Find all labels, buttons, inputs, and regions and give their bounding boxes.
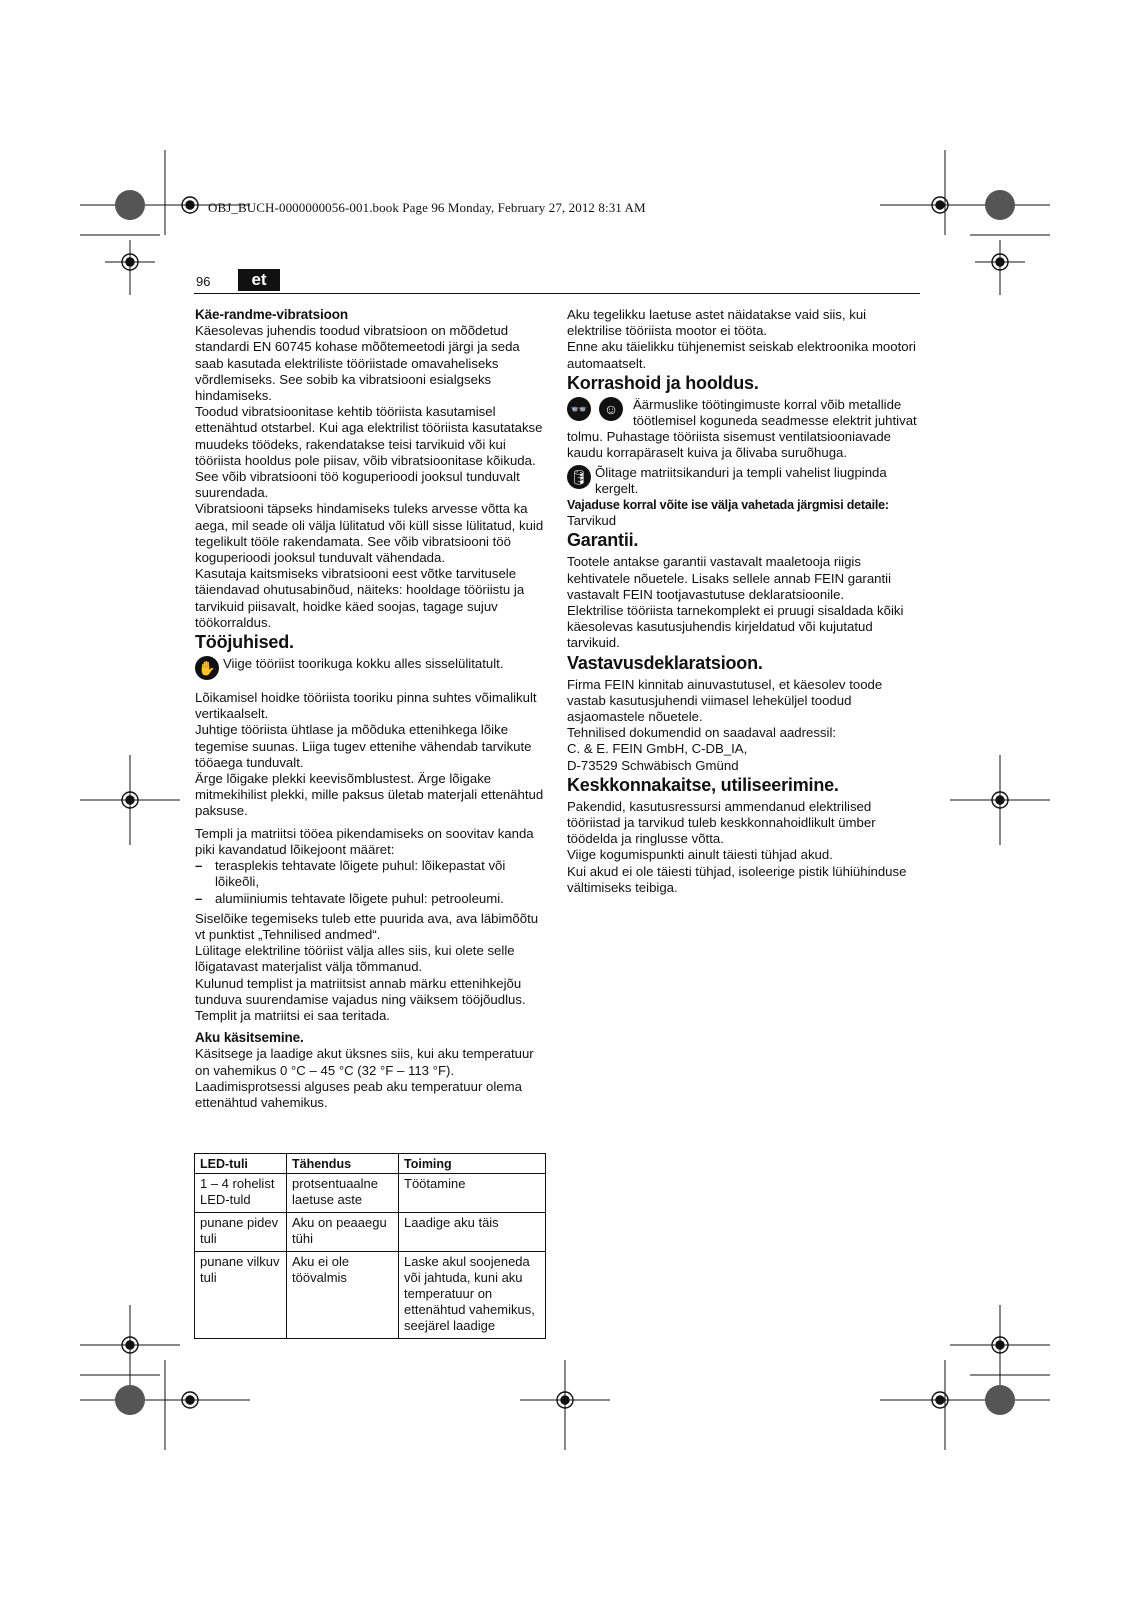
respirator-icon: ☺ xyxy=(599,397,623,421)
declaration-paragraph-2: Tehnilised dokumendid on saadaval aadressil: xyxy=(567,725,837,741)
glove-icon: ✋ xyxy=(195,656,219,680)
table-row xyxy=(195,1252,546,1339)
work-paragraph-3: Ärge lõigake plekki keevisõmblustest. Ärge lõigake mitmekihilist plekki, mille paksus ületab materjali ettenähtud paksuse. xyxy=(195,771,544,819)
warranty-heading: Garantii. xyxy=(567,530,639,551)
environment-paragraph-3: Kui akud ei ole täiesti tühjad, isoleerige pistik lühiühinduse vältimiseks teibiga. xyxy=(567,863,907,895)
lubricant-list xyxy=(195,858,547,907)
vibration-paragraph-3: Vibratsiooni täpseks hindamiseks tuleks arvesse võtta ka aega, mil seade oli välja lülitatud või küll sisse lülitatud, kuid tegelikult tööle rakendamata. See võib vibratsiooni töö koguperioodi jooksul tunduvalt vähendada. xyxy=(195,501,544,566)
column-header: LED-tuli xyxy=(195,1154,287,1174)
work-icon-text: Viige tööriist toorikuga kokku alles sisselülitatult. xyxy=(223,656,504,672)
work-paragraph-1: Lõikamisel hoidke tööriista tooriku pinna suhtes võimalikult vertikaalselt. xyxy=(195,690,537,722)
table-cell: Aku ei ole töövalmis xyxy=(287,1252,399,1339)
right-column xyxy=(567,307,923,896)
replaceable-parts-item: Tarvikud xyxy=(567,513,617,529)
declaration-heading: Vastavusdeklaratsioon. xyxy=(567,652,763,673)
work-heading: Tööjuhised. xyxy=(195,632,294,653)
table-cell: Laadige aku täis xyxy=(399,1213,546,1252)
vibration-paragraph-4: Kasutaja kaitsmiseks vibratsiooni eest võtke tarvitusele täiendavad ohutusabinõud, näiteks: hooldage tööriistu ja tarvikuid piisavalt, hoidke käed soojas, tagage sujuv töökorraldus. xyxy=(195,566,525,630)
table-cell: 1 – 4 rohelist LED-tuld xyxy=(195,1174,287,1213)
left-column xyxy=(195,307,547,1111)
language-tab: et xyxy=(238,269,280,291)
list-item: – terasplekis tehtavate lõigete puhul: lõikepastat või lõikeõli, xyxy=(195,858,547,890)
battery-paragraph-3: Aku tegelikku laetuse astet näidatakse vaid siis, kui elektrilise tööriista mootor ei tööta. xyxy=(567,307,867,339)
table-cell: protsentuaalne laetuse aste xyxy=(287,1174,399,1213)
page-number: 96 xyxy=(196,274,211,289)
oil-can-icon: 🛢 xyxy=(567,465,591,489)
declaration-address-2: D-73529 Schwäbisch Gmünd xyxy=(567,757,739,773)
maintenance-warning xyxy=(567,397,923,462)
declaration-address-1: C. & E. FEIN GmbH, C-DB_IA, xyxy=(567,741,748,757)
work-paragraph-6: Lülitage elektriline tööriist välja alles siis, kui olete selle lõigatavast materjalist välja tõmmanud. xyxy=(195,943,515,975)
oil-icon-text: Õlitage matriitsikanduri ja templi vahelist liugpinda kergelt. xyxy=(595,464,887,496)
table-cell: punane vilkuv tuli xyxy=(195,1252,287,1339)
replaceable-parts-note: Vajaduse korral võite ise välja vahetada järgmisi detaile: xyxy=(567,498,889,513)
oil-instruction-row xyxy=(567,465,923,497)
environment-paragraph-2: Viige kogumispunkti ainult täiesti tühjad akud. xyxy=(567,847,833,863)
battery-paragraph-1: Käsitsege ja laadige akut üksnes siis, kui aku temperatuur on vahemikus 0 °C – 45 °C (32 °F – 113 °F). xyxy=(195,1046,534,1078)
led-table xyxy=(194,1153,546,1339)
battery-paragraph-2: Laadimisprotsessi alguses peab aku temperatuur olema ettenähtud vahemikus. xyxy=(195,1078,522,1110)
vibration-heading: Käe-randme-vibratsioon xyxy=(195,307,349,322)
table-row xyxy=(195,1174,546,1213)
list-item: – alumiiniumis tehtavate lõigete puhul: petrooleumi. xyxy=(195,891,547,907)
maintenance-icon-text: Äärmuslike töötingimuste korral võib metallide töötlemisel koguneda seadmesse elektrit juhtivat tolmu. Puhastage tööriista sisemust ventilatsiooniavade kaudu korrapäraselt kuiva ja õlivaba suruõhuga. xyxy=(567,396,917,461)
work-paragraph-2: Juhtige tööriista ühtlase ja mõõduka ettenihkega lõike tegemise suunas. Liiga tugev ettenihe vähendab tarvikute tööaega tunduvalt. xyxy=(195,722,532,770)
header-rule xyxy=(194,293,920,294)
maintenance-heading: Korrashoid ja hooldus. xyxy=(567,372,759,393)
table-header-row xyxy=(195,1154,546,1174)
table-cell: punane pidev tuli xyxy=(195,1213,287,1252)
column-header: Toiming xyxy=(399,1154,546,1174)
print-header: OBJ_BUCH-0000000056-001.book Page 96 Monday, February 27, 2012 8:31 AM xyxy=(208,200,646,215)
environment-paragraph-1: Pakendid, kasutusressursi ammendanud elektrilised tööriistad ja tarvikud tuleb keskkonnahoidlikult ümber töödelda ja ringlusse võtta. xyxy=(567,798,876,847)
vibration-paragraph-2: Toodud vibratsioonitase kehtib tööriista kasutamisel ettenähtud otstarbel. Kui aga elektrilist tööriista kasutatakse muudeks töödeks, rakendatakse teisi tarvikuid või kui tööriista hooldus pole piisav, võib vibratsioonitase kõikuda. See võib vibratsiooni töö koguperioodi jooksul tunduvalt suurendada. xyxy=(195,404,543,501)
warranty-paragraph-1: Tootele antakse garantii vastavalt maaletooja riigis kehtivatele nõuetele. Lisaks sellele annab FEIN garantii vastavalt FEIN tootjavastutuse deklaratsioonile. xyxy=(567,554,892,602)
table-row xyxy=(195,1213,546,1252)
battery-paragraph-4: Enne aku täielikku tühjenemist seiskab elektroonika mootori automaatselt. xyxy=(567,339,916,371)
table-cell: Aku on peaaegu tühi xyxy=(287,1213,399,1252)
battery-heading: Aku käsitsemine. xyxy=(195,1030,304,1046)
work-paragraph-5: Siselõike tegemiseks tuleb ette puurida ava, ava läbimõõtu vt punktist „Tehnilised andmed“. xyxy=(195,910,539,942)
column-header: Tähendus xyxy=(287,1154,399,1174)
safety-goggles-icon: 👓 xyxy=(567,397,591,421)
table-cell: Laske akul soojeneda või jahtuda, kuni aku temperatuur on ettenähtud vahemikus, seejärel laadige xyxy=(399,1252,546,1339)
work-instruction-row xyxy=(195,656,547,680)
environment-heading: Keskkonnakaitse, utiliseerimine. xyxy=(567,774,839,795)
work-paragraph-7: Kulunud templist ja matriitsist annab märku ettenihkejõu tunduva suurendamise vajadus ning väiksem tööjõudlus. xyxy=(195,975,526,1007)
work-paragraph-4: Templi ja matriitsi tööea pikendamiseks on soovitav kanda piki kavandatud lõikejoont määret: xyxy=(195,825,534,857)
declaration-paragraph-1: Firma FEIN kinnitab ainuvastutusel, et käesolev toode vastab kasutusjuhendi viimasel leheküljel toodud asjaomastele nõuetele. xyxy=(567,676,883,725)
vibration-paragraph-1: Käesolevas juhendis toodud vibratsioon on mõõdetud standardi EN 60745 kohase mõõtemeetodi järgi ja seda saab kasutada elektriliste tööriistade omavaheliseks võrdlemiseks. See sobib ka vibratsiooni esialgseks hindamiseks. xyxy=(195,323,520,404)
work-paragraph-8: Templit ja matriitsi ei saa teritada. xyxy=(195,1007,390,1023)
table-cell: Töötamine xyxy=(399,1174,546,1213)
warranty-paragraph-2: Elektrilise tööriista tarnekomplekt ei pruugi sisaldada kõiki käesolevas kasutusjuhendis kirjeldatud või kujutatud tarvikuid. xyxy=(567,603,904,651)
